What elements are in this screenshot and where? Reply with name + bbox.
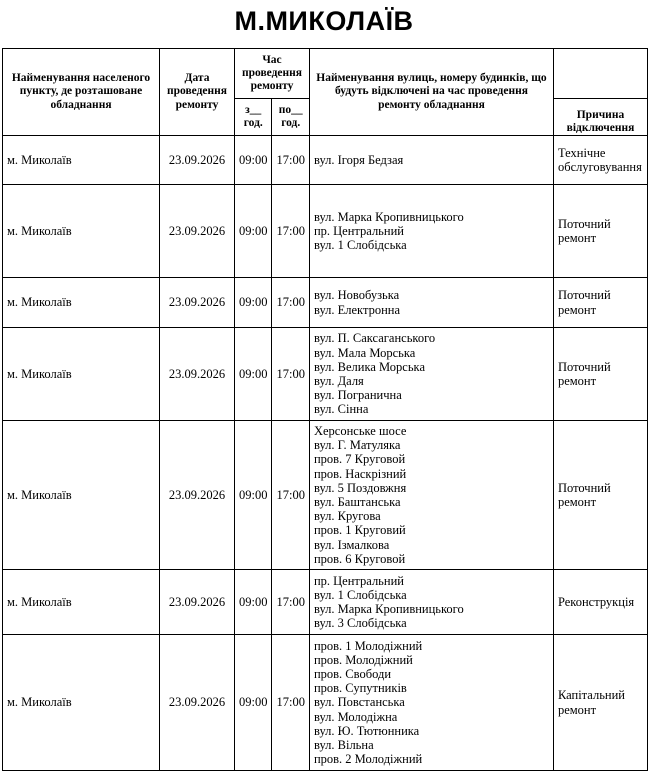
time-to-cell: 17:00 [272,570,309,635]
location-cell: м. Миколаїв [3,570,160,635]
street-line: вул. 5 Поздовжня [313,480,407,495]
street-line: пр. Центральний [313,223,404,238]
header-time-from: з__ год. [235,99,272,136]
date-cell: 23.09.2026 [160,570,235,635]
reason-cell [553,635,647,771]
reason-line: ремонт [557,231,597,245]
reason-line: ремонт [557,495,597,509]
date-cell: 23.09.2026 [160,328,235,421]
location-cell: м. Миколаїв [3,136,160,185]
reason-line: Технічне [557,145,606,160]
street-line: пров. Свободи [313,666,392,681]
reason-line: Поточний [557,288,611,303]
street-line: вул. 1 Слобідська [313,238,407,253]
table-row [3,185,648,278]
street-line: вул. Сінна [313,402,369,417]
reason-cell [553,570,647,635]
street-line: пров. 1 Круговий [313,523,406,538]
street-line: вул. Новобузька [313,288,400,303]
street-line: пров. Молодіжний [313,652,413,667]
street-line: пров. 6 Круговой [313,551,406,566]
date-cell: 23.09.2026 [160,278,235,328]
reason-line: ремонт [557,702,597,717]
street-line: пров. 1 Молодіжний [313,638,423,653]
time-to-cell: 17:00 [272,278,309,328]
streets-cell [309,635,553,771]
street-line: вул. Повстанська [313,695,405,710]
street-line: пров. 7 Круговой [313,452,406,467]
reason-cell [553,421,647,570]
header-location: Найменування населеного пункту, де розташоване обладнання [3,49,160,136]
street-line: вул. Погранична [313,388,402,403]
street-line: вул. Марка Кропивницького [313,602,464,616]
reason-cell [553,136,647,185]
reason-line: обслуговування [557,160,642,174]
table-row [3,570,648,635]
street-line: вул. Даля [313,374,364,388]
header-reason: Причина відключення [553,99,647,136]
header-streets: Найменування вулиць, номеру будинків, що будуть відключені на час проведення ремонту обладнання [309,49,553,136]
street-line: вул. Велика Морська [313,359,425,374]
streets-cell [309,278,553,328]
street-line: вул. Кругова [313,509,381,524]
street-line: вул. Ю. Тютюнника [313,723,420,738]
streets-cell [309,136,553,185]
streets-cell [309,328,553,421]
table-row [3,328,648,421]
date-cell: 23.09.2026 [160,185,235,278]
reason-line: Поточний [557,480,611,495]
reason-cell [553,278,647,328]
time-to-cell: 17:00 [272,635,309,771]
time-to-cell: 17:00 [272,421,309,570]
street-line: пр. Центральний [313,573,404,588]
street-line: вул. Ігоря Бедзая [313,152,404,167]
time-from-cell: 09:00 [235,635,272,771]
time-from-cell: 09:00 [235,570,272,635]
time-from-cell: 09:00 [235,421,272,570]
streets-cell [309,570,553,635]
reason-line: Реконструкція [557,594,635,609]
time-to-cell: 17:00 [272,328,309,421]
street-line: вул. П. Саксаганського [313,331,436,346]
header-reason-top [553,49,647,99]
reason-line: ремонт [557,302,597,317]
streets-cell [309,421,553,570]
date-cell: 23.09.2026 [160,635,235,771]
location-cell: м. Миколаїв [3,278,160,328]
location-cell: м. Миколаїв [3,421,160,570]
reason-cell [553,328,647,421]
table-row [3,278,648,328]
table-row [3,136,648,185]
header-time: Час проведення ремонту [235,49,310,99]
reason-line: Поточний [557,216,611,231]
street-line: вул. Вільна [313,738,374,752]
reason-line: ремонт [557,374,597,388]
street-line: Херсонське шосе [313,423,407,438]
date-cell: 23.09.2026 [160,136,235,185]
time-from-cell: 09:00 [235,136,272,185]
location-cell: м. Миколаїв [3,635,160,771]
street-line: вул. 1 Слобідська [313,587,407,602]
outage-schedule-table [2,48,648,771]
street-line: пров. Супутників [313,681,407,696]
time-from-cell: 09:00 [235,278,272,328]
date-cell: 23.09.2026 [160,421,235,570]
location-cell: м. Миколаїв [3,328,160,421]
reason-line: Капітальний [557,688,625,703]
reason-line: Поточний [557,359,611,374]
street-line: вул. Молодіжна [313,709,398,724]
street-line: пров. Наскрізний [313,466,407,481]
reason-cell [553,185,647,278]
street-line: вул. Марка Кропивницького [313,209,464,224]
time-to-cell: 17:00 [272,185,309,278]
street-line: вул. 3 Слобідська [313,616,407,631]
street-line: пров. 2 Молодіжний [313,752,423,767]
header-date: Дата проведення ремонту [160,49,235,136]
table-row [3,635,648,771]
street-line: вул. Баштанська [313,495,401,509]
time-from-cell: 09:00 [235,185,272,278]
page-title: М.МИКОЛАЇВ [234,6,414,36]
street-line: вул. Ізмалкова [313,537,390,552]
location-cell: м. Миколаїв [3,185,160,278]
street-line: вул. Електронна [313,302,401,317]
streets-cell [309,185,553,278]
header-time-to: по__ год. [272,99,309,136]
time-from-cell: 09:00 [235,328,272,421]
street-line: вул. Г. Матуляка [313,438,401,453]
street-line: вул. Мала Морська [313,345,416,360]
table-row [3,421,648,570]
time-to-cell: 17:00 [272,136,309,185]
